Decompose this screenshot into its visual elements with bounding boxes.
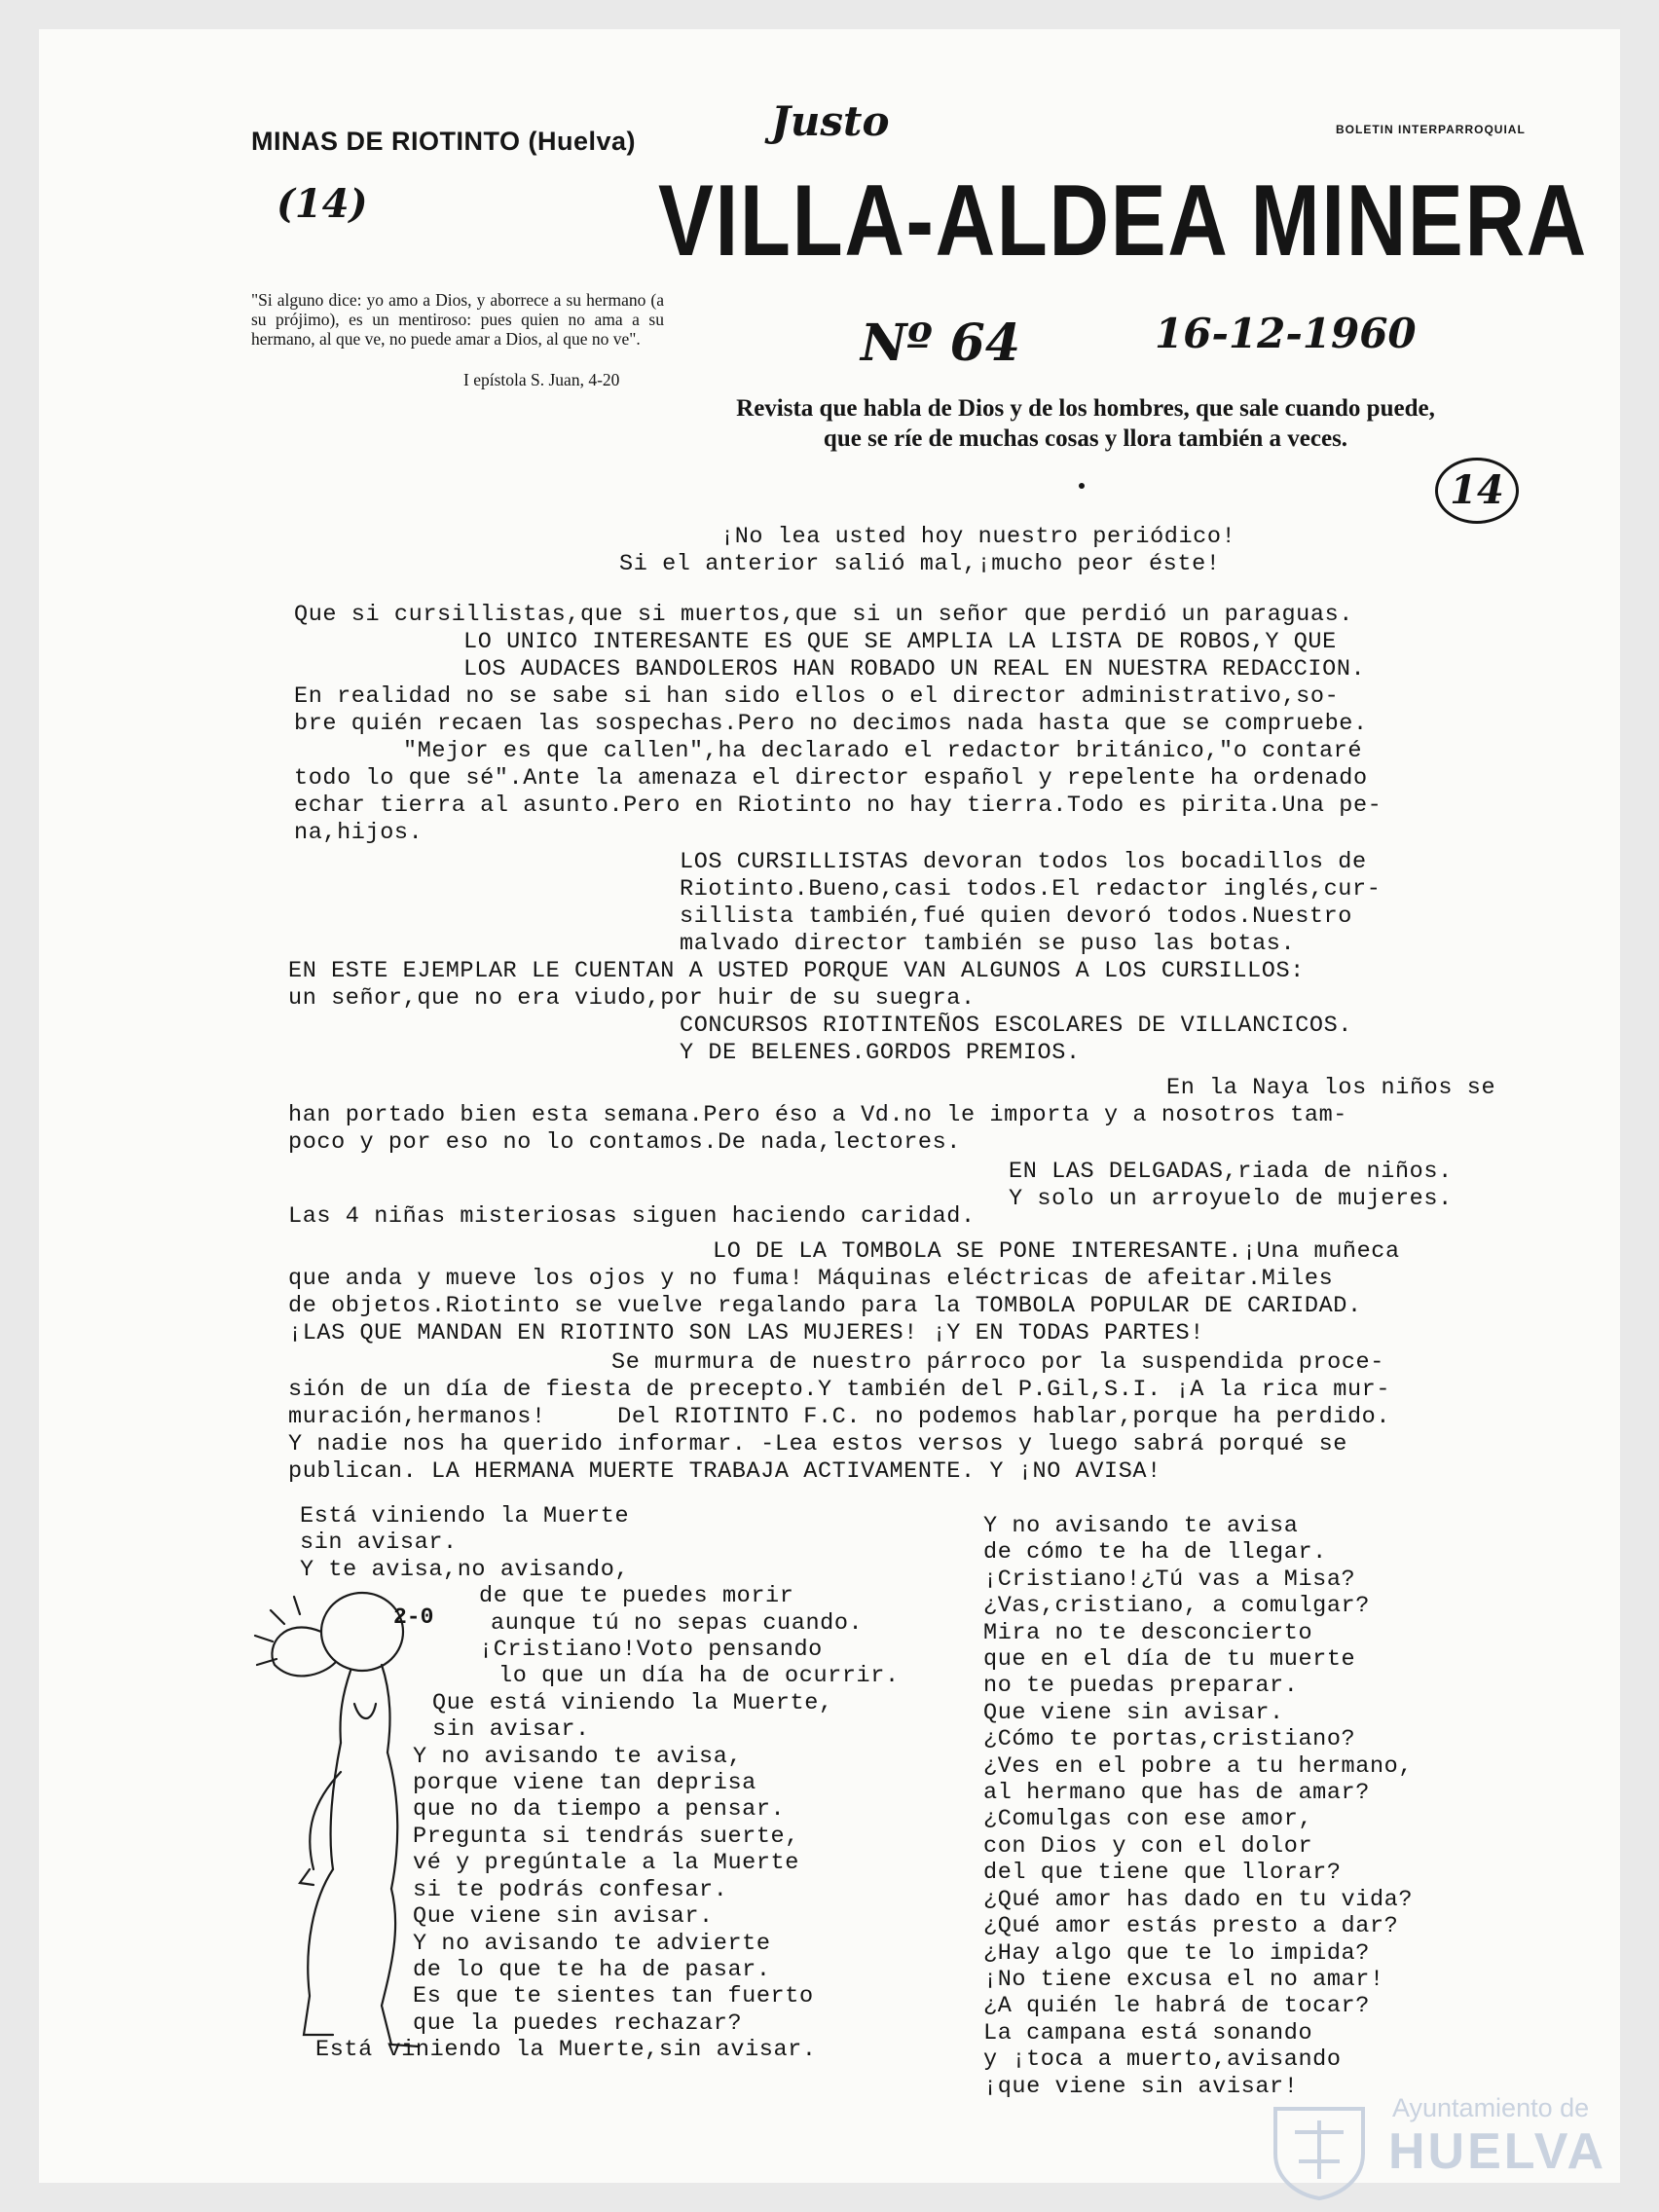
article-line: Que si cursillistas,que si muertos,que si un señor que perdió un paraguas. bbox=[294, 602, 1353, 628]
article-line: todo lo que sé".Ante la amenaza el director español y repelente ha ordenado bbox=[294, 765, 1368, 792]
poem-right-line: ¡que viene sin avisar! bbox=[983, 2073, 1299, 2100]
poem-left-line: Que viene sin avisar. bbox=[413, 1903, 714, 1931]
poem-left-line: de que te puedes morir bbox=[479, 1583, 794, 1610]
article-line: "Mejor es que callen",ha declarado el redactor británico,"o contaré bbox=[403, 738, 1363, 764]
poem-right-line: ¡No tiene excusa el no amar! bbox=[983, 1966, 1384, 1993]
article-line: LO DE LA TOMBOLA SE PONE INTERESANTE.¡Una muñeca bbox=[713, 1238, 1400, 1265]
poem-left-line: de lo que te ha de pasar. bbox=[413, 1956, 771, 1983]
ink-dot bbox=[1079, 483, 1085, 489]
poem-left-line: lo que un día ha de ocurrir. bbox=[498, 1663, 900, 1690]
article-line: publican. LA HERMANA MUERTE TRABAJA ACTIVAMENTE. Y ¡NO AVISA! bbox=[288, 1458, 1161, 1485]
poem-right-line: ¿Qué amor has dado en tu vida? bbox=[983, 1886, 1414, 1913]
poem-right-line: Que viene sin avisar. bbox=[983, 1699, 1284, 1726]
watermark-line-1: Ayuntamiento de bbox=[1392, 2093, 1590, 2122]
handwritten-issue-number: Nº 64 bbox=[861, 313, 1020, 373]
poem-right-line: ¿Qué amor estás presto a dar? bbox=[983, 1913, 1399, 1940]
article-line: ¡LAS QUE MANDAN EN RIOTINTO SON LAS MUJERES! ¡Y EN TODAS PARTES! bbox=[288, 1320, 1204, 1346]
poem-right-line: al hermano que has de amar? bbox=[983, 1780, 1370, 1807]
subtitle bbox=[643, 393, 1529, 454]
poem-left-line: Está viniendo la Muerte bbox=[300, 1503, 630, 1530]
article-line: Riotinto.Bueno,casi todos.El redactor inglés,cur- bbox=[680, 876, 1382, 903]
article-line: ¡No lea usted hoy nuestro periódico! bbox=[720, 524, 1236, 550]
article-line: LOS AUDACES BANDOLEROS HAN ROBADO UN REAL EN NUESTRA REDACCION. bbox=[463, 656, 1366, 682]
poem-left-line: Y no avisando te advierte bbox=[413, 1930, 771, 1957]
handwritten-date: 16-12-1960 bbox=[1155, 310, 1417, 357]
huelva-shield-logo bbox=[1266, 2103, 1373, 2200]
poem-right-line: ¿Ves en el pobre a tu hermano, bbox=[983, 1752, 1414, 1780]
epigraph-quote: "Si alguno dice: yo amo a Dios, y aborrece a su hermano (a su prójimo), es un mentiroso: pues quien no ama a su hermano, al que ve, no puede amar a Dios, al que no ve". bbox=[251, 290, 664, 349]
score-label: 2-0 bbox=[393, 1604, 434, 1630]
article-line: Y DE BELENES.GORDOS PREMIOS. bbox=[680, 1040, 1081, 1066]
poem-left-line: que la puedes rechazar? bbox=[413, 2009, 743, 2037]
poem-left-line: Que está viniendo la Muerte, bbox=[432, 1689, 833, 1716]
subtitle-line-1: Revista que habla de Dios y de los hombres, que sale cuando puede, bbox=[736, 395, 1435, 422]
article-line: CONCURSOS RIOTINTEÑOS ESCOLARES DE VILLANCICOS. bbox=[680, 1013, 1353, 1039]
article-line: sión de un día de fiesta de precepto.Y también del P.Gil,S.I. ¡A la rica mur- bbox=[288, 1377, 1391, 1403]
article-line: han portado bien esta semana.Pero éso a Vd.no le importa y a nosotros tam- bbox=[288, 1102, 1347, 1128]
article-line: sillista también,fué quien devoró todos.Nuestro bbox=[680, 903, 1353, 930]
article-line: LO UNICO INTERESANTE ES QUE SE AMPLIA LA LISTA DE ROBOS,Y QUE bbox=[463, 629, 1337, 655]
poem-right-line: y ¡toca a muerto,avisando bbox=[983, 2046, 1342, 2074]
poem-right-line: ¿A quién le habrá de tocar? bbox=[983, 1993, 1370, 2020]
article-line: EN ESTE EJEMPLAR LE CUENTAN A USTED PORQUE VAN ALGUNOS A LOS CURSILLOS: bbox=[288, 958, 1305, 984]
article-line: que anda y mueve los ojos y no fuma! Máquinas eléctricas de afeitar.Miles bbox=[288, 1266, 1334, 1292]
poem-left-line: que no da tiempo a pensar. bbox=[413, 1796, 786, 1824]
poem-left-line: Y te avisa,no avisando, bbox=[300, 1556, 630, 1583]
article-line: En realidad no se sabe si han sido ellos o el director administrativo,so- bbox=[294, 683, 1340, 710]
article-line: poco y por eso no lo contamos.De nada,lectores. bbox=[288, 1129, 962, 1156]
article-line: echar tierra al asunto.Pero en Riotinto no hay tierra.Todo es pirita.Una pe- bbox=[294, 793, 1382, 819]
handwritten-circled-number: 14 bbox=[1435, 458, 1519, 524]
poem-right-line: Y no avisando te avisa bbox=[983, 1513, 1299, 1539]
poem-left-line: Es que te sientes tan fuerto bbox=[413, 1983, 814, 2010]
poem-left-column bbox=[300, 1503, 900, 2064]
subtitle-line-2: que se ríe de muchas cosas y llora también a veces. bbox=[823, 425, 1348, 452]
article-line: Se murmura de nuestro párroco por la suspendida proce- bbox=[611, 1349, 1384, 1376]
poem-right-line: ¿Vas,cristiano, a comulgar? bbox=[983, 1593, 1370, 1620]
epigraph-reference: I epístola S. Juan, 4-20 bbox=[463, 370, 620, 389]
article-line: Si el anterior salió mal,¡mucho peor éste! bbox=[619, 551, 1221, 577]
poem-left-line: aunque tú no sepas cuando. bbox=[491, 1609, 864, 1637]
poem-left-line: porque viene tan deprisa bbox=[413, 1770, 756, 1797]
article-line: de objetos.Riotinto se vuelve regalando para la TOMBOLA POPULAR DE CARIDAD. bbox=[288, 1293, 1362, 1319]
article-line: EN LAS DELGADAS,riada de niños. bbox=[1009, 1159, 1453, 1185]
article-line: muración,hermanos! Del RIOTINTO F.C. no podemos hablar,porque ha perdido. bbox=[288, 1404, 1391, 1430]
bulletin-label: BOLETIN INTERPARROQUIAL bbox=[1336, 123, 1526, 136]
article-line: un señor,que no era viudo,por huir de su suegra. bbox=[288, 985, 976, 1012]
article-line: En la Naya los niños se bbox=[1166, 1075, 1496, 1101]
article-line: malvado director también se puso las botas. bbox=[680, 931, 1296, 957]
poem-left-line: sin avisar. bbox=[432, 1716, 590, 1744]
handwritten-signature: Justo bbox=[771, 97, 890, 145]
poem-right-line: La campana está sonando bbox=[983, 2019, 1313, 2046]
poem-right-line: ¿Cómo te portas,cristiano? bbox=[983, 1726, 1356, 1753]
poem-right-line: ¡Cristiano!¿Tú vas a Misa? bbox=[983, 1566, 1356, 1593]
poem-left-line: sin avisar. bbox=[300, 1530, 458, 1557]
article-line: bre quién recaen las sospechas.Pero no decimos nada hasta que se compruebe. bbox=[294, 711, 1368, 737]
poem-left-line: Está viniendo la Muerte,sin avisar. bbox=[315, 2037, 817, 2064]
article-line: Las 4 niñas misteriosas siguen haciendo caridad. bbox=[288, 1203, 976, 1230]
article-line: LOS CURSILLISTAS devoran todos los bocadillos de bbox=[680, 849, 1367, 875]
handwritten-id: (14) bbox=[276, 181, 368, 227]
poem-right-line: que en el día de tu muerte bbox=[983, 1646, 1356, 1674]
poem-left-line: si te podrás confesar. bbox=[413, 1876, 728, 1903]
poem-right-line: ¿Comulgas con ese amor, bbox=[983, 1806, 1313, 1833]
poem-right-line: Mira no te desconcierto bbox=[983, 1619, 1313, 1646]
poem-right-column bbox=[983, 1513, 1413, 2100]
poem-left-line: vé y pregúntale a la Muerte bbox=[413, 1850, 799, 1877]
poem-right-line: de cómo te ha de llegar. bbox=[983, 1539, 1327, 1567]
poem-right-line: del que tiene que llorar? bbox=[983, 1860, 1342, 1887]
poem-left-line: Y no avisando te avisa, bbox=[413, 1743, 743, 1770]
article-line: Y solo un arroyuelo de mujeres. bbox=[1009, 1186, 1453, 1212]
poem-right-line: ¿Hay algo que te lo impida? bbox=[983, 1939, 1370, 1967]
location-header: MINAS DE RIOTINTO (Huelva) bbox=[251, 127, 637, 156]
article-line: na,hijos. bbox=[294, 820, 424, 846]
article-line: Y nadie nos ha querido informar. -Lea estos versos y luego sabrá porqué se bbox=[288, 1431, 1347, 1457]
poem-right-line: con Dios y con el dolor bbox=[983, 1832, 1313, 1860]
poem-left-line: ¡Cristiano!Voto pensando bbox=[479, 1637, 823, 1664]
poem-right-line: no te puedas preparar. bbox=[983, 1673, 1299, 1700]
poem-left-line: Pregunta si tendrás suerte, bbox=[413, 1823, 799, 1850]
masthead-title: VILLA-ALDEA MINERA bbox=[658, 165, 1588, 277]
watermark-line-2: HUELVA bbox=[1388, 2123, 1607, 2180]
